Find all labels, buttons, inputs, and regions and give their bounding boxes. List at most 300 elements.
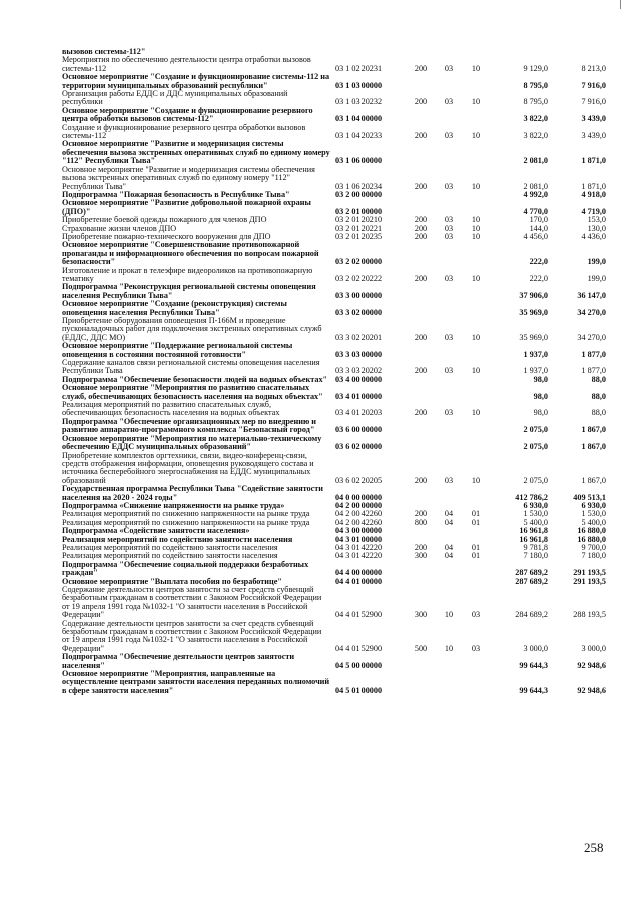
row-section: 03 xyxy=(444,97,454,107)
row-subsection: 03 xyxy=(471,643,481,653)
row-name: Создание и функционирование резервного центра обработки вызовов системы-112 xyxy=(62,122,306,141)
row-expense-type xyxy=(406,199,436,216)
table-row xyxy=(60,485,608,502)
row-subsection xyxy=(462,107,490,124)
row-amount-year-1: 4 992,0 xyxy=(523,189,548,199)
row-amount-year-2: 88,0 xyxy=(591,391,606,401)
row-section xyxy=(436,485,462,502)
row-subsection: 01 xyxy=(471,517,481,527)
row-name: Основное мероприятие "Выплата пособия по безработице" xyxy=(62,576,282,586)
row-subsection: 01 xyxy=(471,551,481,561)
row-expense-type xyxy=(406,241,436,266)
row-amount-year-2: 7 916,0 xyxy=(581,80,606,90)
row-amount-year-1: 287 689,2 xyxy=(515,576,548,586)
row-name: Страхование жизни членов ДПО xyxy=(62,223,177,233)
table-row xyxy=(60,283,608,300)
row-section xyxy=(436,527,462,535)
row-amount-year-1: 1 530,0 xyxy=(523,509,548,519)
row-amount-year-2: 1 867,0 xyxy=(581,475,606,485)
row-section: 04 xyxy=(444,551,454,561)
row-subsection xyxy=(462,342,490,359)
row-subsection: 10 xyxy=(471,215,481,225)
row-amount-year-2 xyxy=(550,48,608,56)
row-section: 04 xyxy=(444,509,454,519)
row-name: Подпрограмма "Обеспечение социальной поддержки безработных граждан" xyxy=(62,559,309,578)
row-section xyxy=(436,283,462,300)
row-target-article: 03 2 02 20222 xyxy=(335,273,383,283)
page-number: 258 xyxy=(584,840,604,855)
row-target-article: 03 2 01 20210 xyxy=(335,215,383,225)
row-name: Основное мероприятие "Мероприятия, направленные на осуществление центрами занятости населения переданных полномочий в сфере занятости населения" xyxy=(62,669,330,695)
row-amount-year-1: 3 000,0 xyxy=(523,643,548,653)
row-amount-year-1: 287 689,2 xyxy=(515,568,548,578)
row-amount-year-1 xyxy=(490,48,550,56)
row-expense-type: 200 xyxy=(414,273,428,283)
row-amount-year-1: 37 906,0 xyxy=(519,290,548,300)
row-target-article: 04 3 00 00000 xyxy=(335,526,383,536)
row-section xyxy=(436,48,462,56)
row-amount-year-1: 6 930,0 xyxy=(523,500,548,510)
row-target-article: 03 2 01 00000 xyxy=(335,206,383,216)
row-amount-year-1: 9 781,8 xyxy=(523,542,548,552)
row-target-article: 03 4 01 20203 xyxy=(335,408,383,418)
row-subsection: 01 xyxy=(471,542,481,552)
row-expense-type xyxy=(406,561,436,578)
row-subsection: 03 xyxy=(471,610,481,620)
budget-table xyxy=(60,48,608,695)
row-expense-type: 800 xyxy=(414,517,428,527)
row-name: Основное мероприятие "Мероприятия по развитию спасательных служб, обеспечивающих безопасность населения на водных объектах" xyxy=(62,383,323,401)
row-section xyxy=(436,199,462,216)
row-target-article: 03 3 03 00000 xyxy=(335,349,383,359)
row-name: Реализация мероприятий по снижению напряженности на рынке труда xyxy=(62,509,310,519)
table-row xyxy=(60,317,608,342)
row-subsection xyxy=(462,435,490,452)
row-name: Основное мероприятие "Создание и функционирование системы-112 на территории муниципальных образований республики" xyxy=(62,72,330,90)
row-amount-year-2: 1 867,0 xyxy=(581,425,606,435)
row-amount-year-2: 16 880,0 xyxy=(577,534,606,544)
row-subsection: 10 xyxy=(471,408,481,418)
row-subsection: 10 xyxy=(471,366,481,376)
row-amount-year-2: 92 948,6 xyxy=(577,660,606,670)
row-amount-year-2: 8 213,0 xyxy=(581,63,606,73)
row-target-article: 04 3 01 00000 xyxy=(335,534,383,544)
row-amount-year-1: 16 961,8 xyxy=(519,534,548,544)
row-subsection xyxy=(462,376,490,384)
row-amount-year-2: 5 400,0 xyxy=(581,517,606,527)
row-amount-year-1: 16 961,8 xyxy=(519,526,548,536)
row-name: Основное мероприятие "Создание и функционирование резервного центра обработки вызовов системы-112" xyxy=(62,105,313,124)
row-amount-year-2: 9 700,0 xyxy=(581,542,606,552)
row-target-article: 03 3 00 00000 xyxy=(335,290,383,300)
row-name: Приобретение боевой одежды пожарного для членов ДПО xyxy=(62,215,267,225)
row-section: 04 xyxy=(444,517,454,527)
row-expense-type: 200 xyxy=(414,131,428,141)
row-target-article: 04 4 00 00000 xyxy=(335,568,383,578)
row-amount-year-1: 98,0 xyxy=(533,374,548,384)
row-subsection xyxy=(462,48,490,56)
row-amount-year-1: 144,0 xyxy=(529,223,548,233)
row-subsection xyxy=(462,283,490,300)
row-expense-type xyxy=(406,48,436,56)
row-amount-year-2: 291 193,5 xyxy=(573,568,606,578)
row-section xyxy=(436,435,462,452)
row-amount-year-1: 1 937,0 xyxy=(523,366,548,376)
row-target-article: 03 3 02 20201 xyxy=(335,332,383,342)
row-amount-year-1: 99 644,3 xyxy=(519,660,548,670)
row-target-article: 03 6 02 20205 xyxy=(335,475,383,485)
row-amount-year-2: 1 867,0 xyxy=(581,442,606,452)
row-name: Содержание деятельности центров занятости за счет средств субвенций безработным гражданам в соответствии с Законом Российской Федерации от 19 апреля 1991 года №1032-1 "О занятости населения в Российской Федерации" xyxy=(62,618,322,653)
row-target-article: 03 2 01 20235 xyxy=(335,231,383,241)
row-name: Изготовление и прокат в телеэфире видеороликов на противопожарную тематику xyxy=(62,265,313,283)
row-expense-type xyxy=(406,107,436,124)
row-subsection: 01 xyxy=(471,509,481,519)
table-row xyxy=(60,435,608,452)
table-row xyxy=(60,452,608,486)
table-row xyxy=(60,300,608,317)
row-amount-year-2: 199,0 xyxy=(587,257,606,267)
table-row xyxy=(60,384,608,401)
row-subsection xyxy=(462,670,490,695)
row-subsection xyxy=(462,140,490,165)
row-subsection xyxy=(462,485,490,502)
row-section: 03 xyxy=(444,366,454,376)
row-target-article: 04 5 00 00000 xyxy=(335,660,383,670)
row-section: 03 xyxy=(444,332,454,342)
row-amount-year-1: 3 822,0 xyxy=(523,131,548,141)
table-row xyxy=(60,56,608,73)
row-amount-year-2: 1 530,0 xyxy=(581,509,606,519)
row-expense-type: 200 xyxy=(414,332,428,342)
row-target-article: 04 4 01 52900 xyxy=(335,643,383,653)
row-subsection: 10 xyxy=(471,63,481,73)
table-row xyxy=(60,267,608,284)
row-target-article: 03 1 04 00000 xyxy=(335,114,383,124)
table-row xyxy=(60,90,608,107)
row-target-article: 03 1 03 00000 xyxy=(335,80,383,90)
row-name: Реализация мероприятий по содействию занятости населения xyxy=(62,542,278,552)
row-target-article xyxy=(332,48,406,56)
row-section xyxy=(436,653,462,670)
row-subsection: 10 xyxy=(471,181,481,191)
row-section xyxy=(436,561,462,578)
row-name: Подпрограмма "Обеспечение безопасности людей на водных объектах" xyxy=(62,374,328,384)
row-amount-year-2: 7 916,0 xyxy=(581,97,606,107)
row-section xyxy=(436,578,462,586)
row-expense-type: 200 xyxy=(414,223,428,233)
row-section: 03 xyxy=(444,408,454,418)
row-subsection: 10 xyxy=(471,231,481,241)
row-name: Подпрограмма "Реконструкция региональной системы оповещения населения Республики Тыва" xyxy=(62,282,316,300)
row-subsection: 10 xyxy=(471,223,481,233)
row-name: Мероприятия по обеспечению деятельности центра отработки вызовов системы-112 xyxy=(62,55,311,73)
row-amount-year-1: 98,0 xyxy=(533,391,548,401)
row-amount-year-2: 92 948,6 xyxy=(577,685,606,695)
row-subsection: 10 xyxy=(471,97,481,107)
row-amount-year-2: 1 871,0 xyxy=(581,156,606,166)
row-target-article: 04 5 01 00000 xyxy=(335,685,383,695)
row-target-article: 04 3 01 42220 xyxy=(335,542,383,552)
row-amount-year-1: 4 456,0 xyxy=(523,231,548,241)
row-expense-type: 300 xyxy=(414,551,428,561)
row-expense-type: 200 xyxy=(414,366,428,376)
row-section xyxy=(436,670,462,695)
table-row xyxy=(60,73,608,90)
row-expense-type: 500 xyxy=(414,643,428,653)
table-row xyxy=(60,418,608,435)
row-name: Основное мероприятие "Развитие и модернизация системы обеспечения вызова экстренных оперативных служб по единому номеру "112" Республики Тыва" xyxy=(62,164,315,191)
row-amount-year-1: 2 081,0 xyxy=(523,181,548,191)
row-subsection xyxy=(462,653,490,670)
row-amount-year-2: 130,0 xyxy=(587,223,606,233)
row-expense-type xyxy=(406,140,436,165)
row-subsection xyxy=(462,300,490,317)
row-amount-year-2: 88,0 xyxy=(591,374,606,384)
row-amount-year-2: 34 270,0 xyxy=(577,307,606,317)
row-name: Реализация мероприятий по содействию занятости населения xyxy=(62,534,293,544)
table-row xyxy=(60,401,608,418)
row-amount-year-1: 2 075,0 xyxy=(523,442,548,452)
row-name: Подпрограмма "Обеспечение организационных мер по внедрению и развитию аппаратно-программного комплекса "Безопасный город" xyxy=(62,416,317,435)
row-name: Приобретение оборудования оповещения П-166М и проведение пусконаладочных работ для подключения экстренных оперативных служб (ЕДДС, ДДС МО) xyxy=(62,316,322,342)
table-row xyxy=(60,241,608,266)
row-expense-type xyxy=(406,73,436,90)
row-amount-year-1: 412 786,2 xyxy=(515,492,548,502)
row-amount-year-1: 7 180,0 xyxy=(523,551,548,561)
row-name: Реализация мероприятий по развитию спасательных служб, обеспечивающих безопасность населения на водных объектах xyxy=(62,400,280,418)
row-amount-year-1: 1 937,0 xyxy=(523,349,548,359)
row-expense-type xyxy=(406,435,436,452)
row-section: 03 xyxy=(444,475,454,485)
row-section: 03 xyxy=(444,131,454,141)
row-subsection: 10 xyxy=(471,273,481,283)
row-amount-year-1: 284 689,2 xyxy=(515,610,548,620)
row-section xyxy=(436,384,462,401)
row-amount-year-2: 4 719,0 xyxy=(581,206,606,216)
row-target-article: 03 1 02 20231 xyxy=(335,63,383,73)
row-amount-year-2: 1 877,0 xyxy=(581,349,606,359)
row-amount-year-1: 222,0 xyxy=(529,273,548,283)
row-target-article: 04 3 01 42220 xyxy=(335,551,383,561)
row-expense-type: 300 xyxy=(414,610,428,620)
row-target-article: 04 0 00 00000 xyxy=(335,492,383,502)
row-amount-year-1: 99 644,3 xyxy=(519,685,548,695)
row-expense-type xyxy=(406,527,436,535)
row-amount-year-2: 6 930,0 xyxy=(581,500,606,510)
row-amount-year-2: 4 918,0 xyxy=(581,189,606,199)
row-amount-year-1: 2 081,0 xyxy=(523,156,548,166)
row-name: Подпрограмма «Снижение напряженности на рынке труда» xyxy=(62,500,285,510)
row-expense-type xyxy=(406,653,436,670)
row-subsection xyxy=(462,527,490,535)
row-expense-type xyxy=(406,376,436,384)
row-target-article: 04 2 00 42260 xyxy=(335,517,383,527)
row-name: Государственная программа Республики Тыва "Содействие занятости населения на 2020 - 2024 годы" xyxy=(62,484,324,502)
row-target-article: 04 2 00 42260 xyxy=(335,509,383,519)
row-subsection: 10 xyxy=(471,332,481,342)
row-amount-year-2: 1 877,0 xyxy=(581,366,606,376)
row-subsection xyxy=(462,561,490,578)
row-section xyxy=(436,140,462,165)
row-expense-type: 200 xyxy=(414,97,428,107)
row-target-article: 03 1 06 00000 xyxy=(335,156,383,166)
table-row xyxy=(60,620,608,654)
row-name: Основное мероприятие "Развитие и модернизация системы обеспечения вызова экстренных оперативных служб по единому номеру "112" Республики Тыва" xyxy=(62,139,330,166)
row-expense-type: 200 xyxy=(414,542,428,552)
row-subsection xyxy=(462,241,490,266)
row-expense-type xyxy=(406,670,436,695)
row-target-article: 03 3 02 00000 xyxy=(335,307,383,317)
row-section: 03 xyxy=(444,215,454,225)
row-target-article: 03 6 02 00000 xyxy=(335,442,383,452)
row-expense-type xyxy=(406,485,436,502)
table-row xyxy=(60,107,608,124)
row-amount-year-2: 3 439,0 xyxy=(581,114,606,124)
row-amount-year-2: 36 147,0 xyxy=(577,290,606,300)
row-amount-year-1: 9 129,0 xyxy=(523,63,548,73)
row-amount-year-1: 4 770,0 xyxy=(523,206,548,216)
table-row xyxy=(60,359,608,376)
row-section xyxy=(436,342,462,359)
row-amount-year-1: 35 969,0 xyxy=(519,332,548,342)
row-name: Основное мероприятие "Мероприятия по материально-техническому обеспечению ЕДДС муниципальных образований" xyxy=(62,433,322,452)
row-name: Содержание деятельности центров занятости за счет средств субвенций безработным гражданам в соответствии с Законом Российской Федерации от 19 апреля 1991 года №1032-1 "О занятости населения в Российской Федерации" xyxy=(62,585,322,620)
page-edge-mark xyxy=(620,0,621,9)
row-section xyxy=(436,107,462,124)
row-amount-year-1: 35 969,0 xyxy=(519,307,548,317)
row-section xyxy=(436,241,462,266)
row-expense-type xyxy=(406,191,436,199)
row-expense-type xyxy=(406,418,436,435)
row-expense-type xyxy=(406,283,436,300)
row-section xyxy=(436,300,462,317)
row-amount-year-1: 2 075,0 xyxy=(523,425,548,435)
table-row xyxy=(60,670,608,695)
table-row xyxy=(60,586,608,620)
table-row xyxy=(60,166,608,191)
row-amount-year-1: 8 795,0 xyxy=(523,80,548,90)
row-amount-year-2: 88,0 xyxy=(591,408,606,418)
row-target-article: 03 3 03 20202 xyxy=(335,366,383,376)
row-target-article: 03 1 04 20233 xyxy=(335,131,383,141)
budget-table-body xyxy=(60,48,608,695)
row-expense-type: 200 xyxy=(414,181,428,191)
row-name: Основное мероприятие "Поддержание региональной системы оповещения в состоянии постоянной готовности" xyxy=(62,341,293,359)
row-subsection xyxy=(462,384,490,401)
row-target-article: 03 6 00 00000 xyxy=(335,425,383,435)
row-name: вызовов системы-112" xyxy=(62,47,146,56)
row-name: Основное мероприятие "Развитие добровольной пожарной охраны (ДПО)" xyxy=(62,198,311,216)
row-target-article: 04 4 01 00000 xyxy=(335,576,383,586)
row-subsection xyxy=(462,418,490,435)
row-name: Приобретение комплектов оргтехники, связи, видео-конференц-связи, средств отображения информации, оповещения руководящего состава и источника бесперебойного энергоснабжения на ЕДДС муниципальных образований xyxy=(62,450,314,485)
row-section: 10 xyxy=(444,643,454,653)
row-section: 10 xyxy=(444,610,454,620)
row-target-article: 03 2 01 20221 xyxy=(335,223,383,233)
row-target-article: 04 2 00 00000 xyxy=(335,500,383,510)
row-amount-year-2: 1 871,0 xyxy=(581,181,606,191)
row-amount-year-1: 3 822,0 xyxy=(523,114,548,124)
row-expense-type: 200 xyxy=(414,509,428,519)
row-name: Реализация мероприятий по снижению напряженности на рынке труда xyxy=(62,517,310,527)
row-name: Подпрограмма "Обеспечение деятельности центров занятости населения" xyxy=(62,652,295,670)
row-target-article: 03 4 00 00000 xyxy=(335,374,383,384)
row-subsection: 10 xyxy=(471,131,481,141)
row-expense-type: 200 xyxy=(414,408,428,418)
row-expense-type: 200 xyxy=(414,231,428,241)
table-row xyxy=(60,199,608,216)
row-amount-year-2: 4 436,0 xyxy=(581,231,606,241)
row-amount-year-1: 8 795,0 xyxy=(523,97,548,107)
row-section: 03 xyxy=(444,63,454,73)
row-section xyxy=(436,73,462,90)
row-name: Основное мероприятие "Совершенствование противопожарной пропаганды и информационного обеспечения по вопросам пожарной безопасности" xyxy=(62,240,319,267)
row-amount-year-2: 409 513,1 xyxy=(573,492,606,502)
row-expense-type xyxy=(406,300,436,317)
row-expense-type: 200 xyxy=(414,475,428,485)
row-section xyxy=(436,376,462,384)
row-expense-type xyxy=(406,342,436,359)
row-expense-type xyxy=(406,578,436,586)
row-target-article: 03 4 01 00000 xyxy=(335,391,383,401)
row-name: Основное мероприятие "Создание (реконструкция) системы оповещения населения Республики Тыва" xyxy=(62,299,287,317)
row-amount-year-2: 153,0 xyxy=(587,215,606,225)
row-target-article: 04 4 01 52900 xyxy=(335,610,383,620)
row-section xyxy=(436,191,462,199)
row-subsection: 10 xyxy=(471,475,481,485)
row-amount-year-2: 288 193,5 xyxy=(573,610,606,620)
row-section xyxy=(436,418,462,435)
row-expense-type xyxy=(406,384,436,401)
row-amount-year-2: 199,0 xyxy=(587,273,606,283)
row-amount-year-1: 170,0 xyxy=(529,215,548,225)
row-name: Организация работы ЕДДС и ДДС муниципальных образований республики xyxy=(62,89,288,107)
table-row xyxy=(60,140,608,165)
row-amount-year-1: 222,0 xyxy=(529,257,548,267)
row-section: 03 xyxy=(444,231,454,241)
table-row xyxy=(60,342,608,359)
row-amount-year-2: 3 000,0 xyxy=(581,643,606,653)
row-expense-type: 200 xyxy=(414,215,428,225)
table-row xyxy=(60,561,608,578)
row-target-article: 03 2 00 00000 xyxy=(335,189,383,199)
row-section: 03 xyxy=(444,223,454,233)
row-subsection xyxy=(462,191,490,199)
row-amount-year-1: 2 075,0 xyxy=(523,475,548,485)
row-section: 03 xyxy=(444,181,454,191)
row-amount-year-2: 34 270,0 xyxy=(577,332,606,342)
row-name: Содержание каналов связи региональной системы оповещения населения Республики Тыва xyxy=(62,358,320,376)
row-subsection xyxy=(462,578,490,586)
row-name: Подпрограмма «Содействие занятости населения» xyxy=(62,526,250,536)
row-amount-year-2: 291 193,5 xyxy=(573,576,606,586)
row-name: Приобретение пожарно-технического вооружения для ДПО xyxy=(62,231,271,241)
row-amount-year-2: 16 880,0 xyxy=(577,526,606,536)
row-amount-year-1: 98,0 xyxy=(533,408,548,418)
row-target-article: 03 1 06 20234 xyxy=(335,181,383,191)
table-row xyxy=(60,653,608,670)
row-section: 03 xyxy=(444,273,454,283)
row-amount-year-1: 5 400,0 xyxy=(523,517,548,527)
row-subsection xyxy=(462,73,490,90)
row-target-article: 03 2 02 00000 xyxy=(335,257,383,267)
row-amount-year-2: 7 180,0 xyxy=(581,551,606,561)
row-name: Реализация мероприятий по содействию занятости населения xyxy=(62,551,278,561)
row-name: Подпрограмма "Пожарная безопасность в Республике Тыва" xyxy=(62,189,290,199)
row-amount-year-2: 3 439,0 xyxy=(581,131,606,141)
row-section: 04 xyxy=(444,542,454,552)
